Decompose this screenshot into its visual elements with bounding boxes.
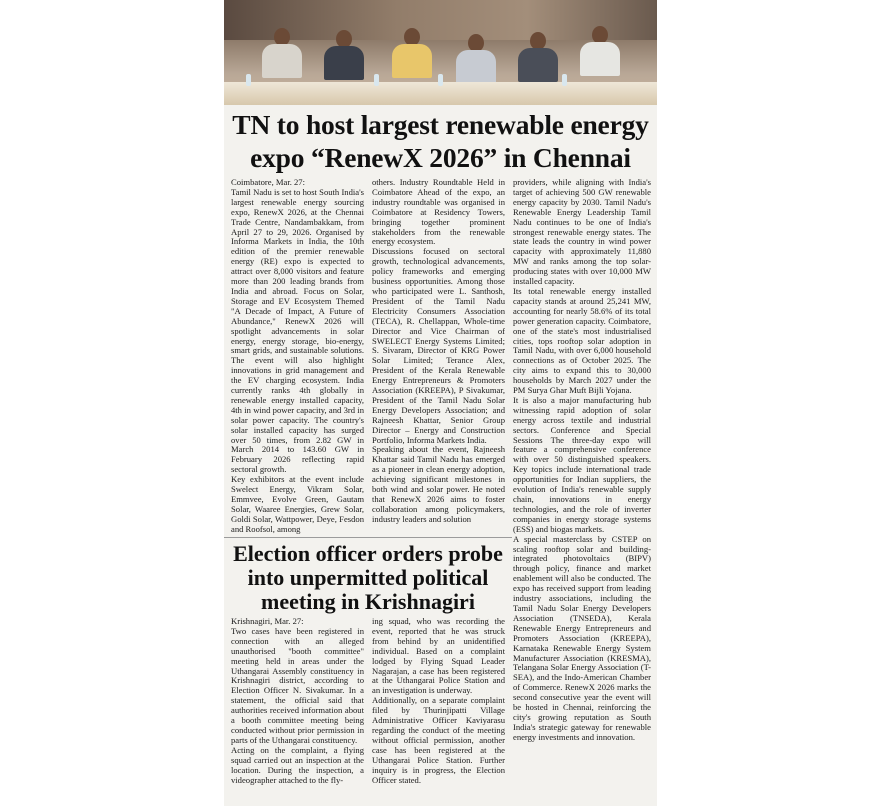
headline-line: TN to host largest renewable energy: [232, 109, 649, 140]
article-column: providers, while aligning with India's target of achieving 500 GW renewable energy capacity by 2030. Tamil Nadu's Renewable Energy Leadership Tamil Nadu continues to be one of India's strongest renewable energy states. The state leads the country in wind power capacity with approximately 11,880 MW and ranks among the top solar-producing states with over 10,000 MW installed capacity. Its total renewable energy installed capacity stands at around 25,241 MW, accounting for nearly 58.6% of its total power generation capacity. Coimbatore, one of the state's most industrialised cities, tops rooftop solar adoption in Tamil Nadu, with over 6,000 household connections as of October 2025. The city aims to expand this to 30,000 households by March 2027 under the PM Surya Ghar Muft Bijli Yojana. It is also a major manufacturing hub witnessing rapid adoption of solar energy across textile and industrial sectors. Conference and Special Sessions The three-day expo will feature a comprehensive conference with over 50 distinguished speakers. Key topics include international trade opportunities for Indian suppliers, the evolution of India's renewable supply chain, innovations in energy technologies, and the role of inverter companies in energy storage systems (ESS) and biogas markets. A special masterclass by CSTEP on scaling rooftop solar and building-integrated photovoltaics (BIPV) through policy, finance and market enablement will also be conducted. The expo has received support from leading industry associations, including the Tamil Nadu Solar Energy Developers Association (TNSEDA), Kerala Renewable Energy Entrepreneurs and Promoters Association (KREEPA), Karnataka Renewable Energy System Manufacturer Association (KRESMA), Telangana Solar Energy Association (T-SEA), and the Indo-American Chamber of Commerce. RenewX 2026 marks the second consecutive year the event will be hosted in Chennai, reinforcing the city's growing reputation as South India's strategic gateway for renewable energy investments and innovation.: [513, 177, 651, 742]
article-column: others. Industry Roundtable Held in Coimbatore Ahead of the expo, an industry roundtable was organised in Coimbatore at Residency Towers, bringing together prominent stakeholders from the renewable energy ecosystem. Discussions focused on sectoral growth, technological advancements, policy frameworks and emerging business opportunities. Among those who participated were L. Santhosh, President of the Tamil Nadu Electricity Consumers Association (TECA), R. Chellappan, Whole-time Director and Vice Chairman of SWELECT Energy Systems Limited; S. Sivaram, Director of KRG Power Solar Limited; Terance Alex, President of the Kerala Renewable Energy Entrepreneurs & Promoters Association (KREEPA), P Sivakumar, President of the Tamil Nadu Solar Energy Developers Association; and Rajneesh Khattar, Senior Group Director – Energy and Construction Portfolio, Informa Markets India. Speaking about the event, Rajneesh Khattar said Tamil Nadu has emerged as a pioneer in clean energy adoption, achieving significant milestones in both wind and solar power. He noted that RenewX 2026 aims to foster collaboration among policymakers, industry leaders and solution: [372, 177, 505, 524]
headline-line: meeting in Krishnagiri: [261, 589, 475, 614]
headline-line: expo “RenewX 2026” in Chennai: [250, 142, 631, 173]
article-column: Krishnagiri, Mar. 27: Two cases have been registered in connection with an alleged unauthorised "booth committee" meeting held in areas under the Uthangarai Assembly constituency in Krishnagiri district, according to Election Officer N. Sivakumar. In a statement, the official said that authorities received information about a booth committee meeting being conducted without prior permission in parts of the Uthangarai constituency. Acting on the complaint, a flying squad carried out an inspection at the location. During the inspection, a videographer attached to the fly-: [231, 616, 364, 785]
article-column: Coimbatore, Mar. 27: Tamil Nadu is set to host South India's largest renewable energy sourcing expo, RenewX 2026, at the Chennai Trade Centre, Nandambakkam, from April 27 to 29, 2026. Organised by Informa Markets in India, the 10th edition of the premier renewable energy (RE) expo is expected to attract over 8,000 visitors and feature more than 200 leading brands from India and abroad. Focus on Solar, Storage and EV Ecosystem Themed "A Decade of Impact, A Future of Abundance," RenewX 2026 will spotlight advancements in solar energy, energy storage, bio-energy, smart grids, and sustainable solutions. The event will also highlight innovations in grid management and the EV charging ecosystem. India currently ranks 4th globally in renewable energy installed capacity, 4th in wind power capacity, and 3rd in solar power capacity. The country's solar installed capacity has surged over 50 times, from 2.82 GW in March 2014 to 143.60 GW in February 2026 reflecting rapid sectoral growth. Key exhibitors at the event include Swelect Energy, Vikram Solar, Emmvee, Evolve Green, Gautam Solar, Waaree Energies, Grew Solar, Goldi Solar, Wattpower, Deye, Fesdon and Roofsol, among: [231, 177, 364, 534]
article-headline: [224, 108, 657, 174]
headline-line: into unpermitted political: [247, 565, 489, 590]
headline-line: Election officer orders probe: [233, 541, 503, 566]
conference-panel-photo: [224, 0, 657, 105]
article-column: ing squad, who was recording the event, reported that he was struck from behind by an unidentified individual. Based on a complaint lodged by Flying Squad Leader Nagarajan, a case has been registered at the Uthangarai Police Station and an investigation is underway. Additionally, on a separate complaint filed by Thurinjipatti Village Administrative Officer Kaviyarasu regarding the conduct of the meeting without official permission, another case has been registered at the Uthangarai Police Station. Further inquiry is in progress, the Election Officer stated.: [372, 616, 505, 785]
section-divider: [224, 537, 512, 538]
article-headline: [224, 542, 512, 614]
newspaper-clipping: [224, 0, 657, 806]
